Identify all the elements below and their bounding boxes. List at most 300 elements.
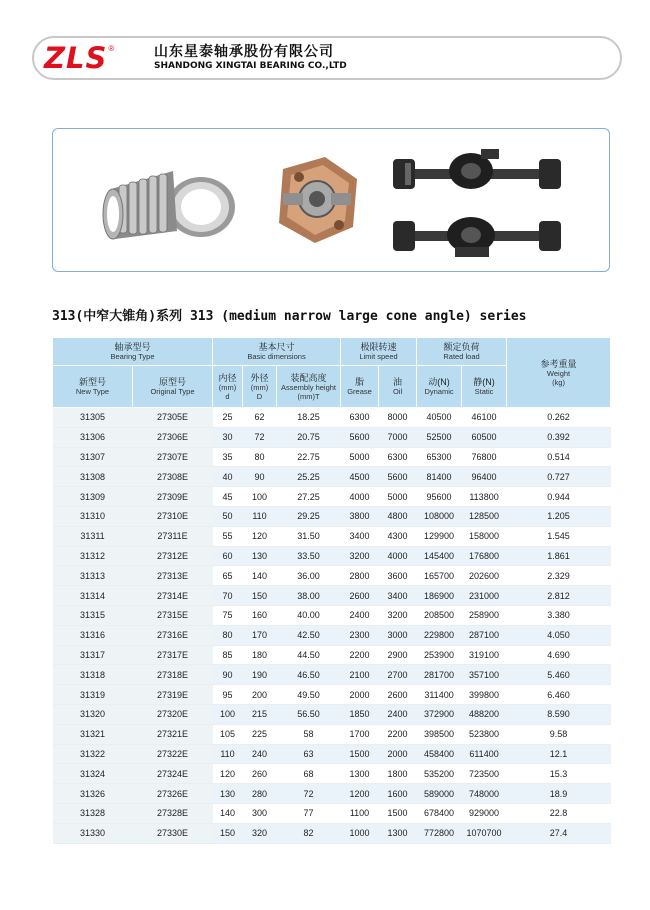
table-cell: 5600 <box>379 467 417 487</box>
table-cell: 0.514 <box>507 447 611 467</box>
table-cell: 27314E <box>133 586 213 606</box>
table-cell: 300 <box>243 803 277 823</box>
table-cell: 225 <box>243 724 277 744</box>
table-cell: 128500 <box>462 506 507 526</box>
table-cell: 96400 <box>462 467 507 487</box>
table-cell: 76800 <box>462 447 507 467</box>
table-cell: 186900 <box>417 586 462 606</box>
product-photo-panel <box>52 128 610 272</box>
company-name <box>154 44 347 73</box>
table-cell: 108000 <box>417 506 462 526</box>
table-row <box>53 408 611 428</box>
table-cell: 4000 <box>341 487 379 507</box>
table-cell: 260 <box>243 764 277 784</box>
table-cell: 27328E <box>133 803 213 823</box>
table-cell: 3400 <box>379 586 417 606</box>
table-cell: 27.25 <box>277 487 341 507</box>
differential-gear-photo <box>265 149 367 249</box>
table-cell: 129900 <box>417 526 462 546</box>
table-cell: 113800 <box>462 487 507 507</box>
table-cell: 31305 <box>53 408 133 428</box>
table-cell: 46100 <box>462 408 507 428</box>
table-cell: 229800 <box>417 625 462 645</box>
table-cell: 31322 <box>53 744 133 764</box>
table-cell: 110 <box>243 506 277 526</box>
table-cell: 3600 <box>379 566 417 586</box>
table-cell: 33.50 <box>277 546 341 566</box>
table-cell: 1300 <box>379 823 417 843</box>
zls-logo <box>44 38 114 78</box>
table-cell: 27317E <box>133 645 213 665</box>
table-cell: 8000 <box>379 408 417 428</box>
oil-cn: 油 <box>393 377 403 387</box>
table-cell: 202600 <box>462 566 507 586</box>
table-cell: 31324 <box>53 764 133 784</box>
table-row <box>53 427 611 447</box>
truck-axle-bottom-photo <box>391 207 563 263</box>
table-cell: 160 <box>243 605 277 625</box>
orig-type-en: Original Type <box>150 387 195 396</box>
table-cell: 27326E <box>133 784 213 804</box>
table-cell: 140 <box>213 803 243 823</box>
table-cell: 31307 <box>53 447 133 467</box>
table-cell: 0.262 <box>507 408 611 428</box>
dynamic-cn: 动(N) <box>428 377 450 387</box>
table-cell: 5.460 <box>507 665 611 685</box>
table-cell: 4500 <box>341 467 379 487</box>
table-cell: 100 <box>243 487 277 507</box>
table-cell: 130 <box>243 546 277 566</box>
table-cell: 38.00 <box>277 586 341 606</box>
original-type-header <box>133 366 213 408</box>
table-cell: 49.50 <box>277 685 341 705</box>
table-row <box>53 526 611 546</box>
table-cell: 100 <box>213 704 243 724</box>
table-cell: 1.545 <box>507 526 611 546</box>
table-cell: 27310E <box>133 506 213 526</box>
table-row <box>53 625 611 645</box>
oil-en: Oil <box>392 387 403 396</box>
table-row <box>53 823 611 843</box>
table-cell: 22.8 <box>507 803 611 823</box>
table-cell: 27330E <box>133 823 213 843</box>
table-cell: 589000 <box>417 784 462 804</box>
table-cell: 1300 <box>341 764 379 784</box>
table-cell: 3200 <box>341 546 379 566</box>
table-cell: 82 <box>277 823 341 843</box>
table-cell: 31312 <box>53 546 133 566</box>
table-cell: 46.50 <box>277 665 341 685</box>
outer-unit: (mm) <box>250 382 269 392</box>
table-cell: 27311E <box>133 526 213 546</box>
table-cell: 31315 <box>53 605 133 625</box>
table-cell: 0.727 <box>507 467 611 487</box>
assy-unit: (mm)T <box>297 391 320 401</box>
table-cell: 1000 <box>341 823 379 843</box>
table-cell: 4800 <box>379 506 417 526</box>
inner-cn: 内径 <box>218 372 237 383</box>
new-type-header <box>53 366 133 408</box>
table-cell: 929000 <box>462 803 507 823</box>
table-cell: 4.050 <box>507 625 611 645</box>
table-cell: 25.25 <box>277 467 341 487</box>
table-cell: 2300 <box>341 625 379 645</box>
table-cell: 31308 <box>53 467 133 487</box>
table-row <box>53 605 611 625</box>
limit-speed-header <box>341 338 417 366</box>
table-cell: 9.58 <box>507 724 611 744</box>
table-cell: 70 <box>213 586 243 606</box>
table-cell: 85 <box>213 645 243 665</box>
table-cell: 130 <box>213 784 243 804</box>
table-cell: 2200 <box>379 724 417 744</box>
table-row <box>53 487 611 507</box>
table-cell: 27306E <box>133 427 213 447</box>
table-cell: 31326 <box>53 784 133 804</box>
table-row <box>53 645 611 665</box>
table-cell: 231000 <box>462 586 507 606</box>
table-row <box>53 546 611 566</box>
table-cell: 200 <box>243 685 277 705</box>
table-cell: 1800 <box>379 764 417 784</box>
table-cell: 1.861 <box>507 546 611 566</box>
weight-unit: (kg) <box>552 377 565 387</box>
table-cell: 40.00 <box>277 605 341 625</box>
table-cell: 105 <box>213 724 243 744</box>
table-row <box>53 704 611 724</box>
table-cell: 120 <box>213 764 243 784</box>
basic-dimensions-header <box>213 338 341 366</box>
table-cell: 2400 <box>379 704 417 724</box>
table-cell: 62 <box>243 408 277 428</box>
table-cell: 31.50 <box>277 526 341 546</box>
table-cell: 158000 <box>462 526 507 546</box>
bearing-type-en: Bearing Type <box>110 352 155 361</box>
table-cell: 50 <box>213 506 243 526</box>
grease-en: Grease <box>347 387 372 396</box>
table-cell: 488200 <box>462 704 507 724</box>
table-cell: 31309 <box>53 487 133 507</box>
table-cell: 30 <box>213 427 243 447</box>
table-cell: 80 <box>243 447 277 467</box>
rated-load-cn: 额定负荷 <box>443 342 480 352</box>
table-cell: 3800 <box>341 506 379 526</box>
table-cell: 27322E <box>133 744 213 764</box>
table-cell: 523800 <box>462 724 507 744</box>
table-row <box>53 803 611 823</box>
assy-cn: 装配高度 <box>290 372 327 383</box>
dynamic-load-header <box>417 366 462 408</box>
table-cell: 31310 <box>53 506 133 526</box>
rated-load-en: Rated load <box>443 352 480 361</box>
new-type-cn: 新型号 <box>78 377 106 387</box>
company-name-en: SHANDONG XINGTAI BEARING CO.,LTD <box>154 61 347 71</box>
table-cell: 31317 <box>53 645 133 665</box>
table-cell: 27.4 <box>507 823 611 843</box>
table-cell: 3400 <box>341 526 379 546</box>
table-cell: 27305E <box>133 408 213 428</box>
logo-text: ZLS <box>44 41 108 75</box>
table-cell: 723500 <box>462 764 507 784</box>
table-cell: 3.380 <box>507 605 611 625</box>
table-cell: 1500 <box>341 744 379 764</box>
table-cell: 6.460 <box>507 685 611 705</box>
table-cell: 27316E <box>133 625 213 645</box>
table-cell: 5600 <box>341 427 379 447</box>
basic-dim-cn: 基本尺寸 <box>258 342 295 352</box>
table-cell: 3200 <box>379 605 417 625</box>
table-cell: 2600 <box>341 586 379 606</box>
table-cell: 42.50 <box>277 625 341 645</box>
table-cell: 4000 <box>379 546 417 566</box>
table-row <box>53 744 611 764</box>
table-cell: 27320E <box>133 704 213 724</box>
table-cell: 75 <box>213 605 243 625</box>
table-row <box>53 467 611 487</box>
table-cell: 65 <box>213 566 243 586</box>
table-cell: 2000 <box>341 685 379 705</box>
table-cell: 7000 <box>379 427 417 447</box>
table-cell: 399800 <box>462 685 507 705</box>
table-cell: 215 <box>243 704 277 724</box>
table-cell: 2100 <box>341 665 379 685</box>
table-cell: 258900 <box>462 605 507 625</box>
table-cell: 56.50 <box>277 704 341 724</box>
table-cell: 40500 <box>417 408 462 428</box>
table-cell: 280 <box>243 784 277 804</box>
table-cell: 35 <box>213 447 243 467</box>
table-cell: 45 <box>213 487 243 507</box>
table-cell: 27312E <box>133 546 213 566</box>
table-cell: 72 <box>277 784 341 804</box>
table-cell: 4300 <box>379 526 417 546</box>
grease-header <box>341 366 379 408</box>
table-cell: 180 <box>243 645 277 665</box>
table-cell: 2.329 <box>507 566 611 586</box>
rated-load-header <box>417 338 507 366</box>
tapered-roller-bearing-photo <box>91 159 241 251</box>
table-cell: 398500 <box>417 724 462 744</box>
outer-diameter-header <box>243 366 277 408</box>
table-cell: 31313 <box>53 566 133 586</box>
assy-en: Assembly height <box>280 382 337 392</box>
table-cell: 357100 <box>462 665 507 685</box>
table-cell: 27324E <box>133 764 213 784</box>
table-cell: 31330 <box>53 823 133 843</box>
table-row <box>53 764 611 784</box>
table-cell: 2900 <box>379 645 417 665</box>
table-cell: 8.590 <box>507 704 611 724</box>
company-name-cn: 山东星泰轴承股份有限公司 <box>154 44 334 60</box>
table-cell: 31321 <box>53 724 133 744</box>
table-cell: 1200 <box>341 784 379 804</box>
table-cell: 253900 <box>417 645 462 665</box>
table-cell: 2700 <box>379 665 417 685</box>
limit-speed-cn: 极限转速 <box>360 342 397 352</box>
table-cell: 320 <box>243 823 277 843</box>
table-cell: 18.25 <box>277 408 341 428</box>
table-cell: 0.944 <box>507 487 611 507</box>
table-cell: 140 <box>243 566 277 586</box>
inner-unit: (mm) <box>218 382 237 392</box>
table-row <box>53 665 611 685</box>
table-cell: 0.392 <box>507 427 611 447</box>
table-cell: 60500 <box>462 427 507 447</box>
table-row <box>53 724 611 744</box>
table-cell: 2200 <box>341 645 379 665</box>
table-cell: 90 <box>213 665 243 685</box>
table-cell: 1070700 <box>462 823 507 843</box>
table-row <box>53 784 611 804</box>
table-cell: 176800 <box>462 546 507 566</box>
table-cell: 58 <box>277 724 341 744</box>
table-cell: 535200 <box>417 764 462 784</box>
table-cell: 27315E <box>133 605 213 625</box>
table-cell: 1.205 <box>507 506 611 526</box>
table-cell: 77 <box>277 803 341 823</box>
table-cell: 63 <box>277 744 341 764</box>
table-cell: 27313E <box>133 566 213 586</box>
table-cell: 44.50 <box>277 645 341 665</box>
table-cell: 55 <box>213 526 243 546</box>
table-cell: 25 <box>213 408 243 428</box>
table-cell: 2000 <box>379 744 417 764</box>
table-cell: 18.9 <box>507 784 611 804</box>
table-cell: 2400 <box>341 605 379 625</box>
table-cell: 31318 <box>53 665 133 685</box>
table-cell: 1600 <box>379 784 417 804</box>
basic-dim-en: Basic dimensions <box>247 352 306 361</box>
assembly-height-header <box>277 366 341 408</box>
table-cell: 150 <box>213 823 243 843</box>
table-cell: 52500 <box>417 427 462 447</box>
table-cell: 60 <box>213 546 243 566</box>
table-cell: 22.75 <box>277 447 341 467</box>
bearing-type-cn: 轴承型号 <box>114 342 151 352</box>
table-cell: 29.25 <box>277 506 341 526</box>
table-cell: 5000 <box>341 447 379 467</box>
table-cell: 31306 <box>53 427 133 447</box>
new-type-en: New Type <box>75 387 110 396</box>
bearing-spec-table <box>52 337 611 844</box>
table-cell: 611400 <box>462 744 507 764</box>
table-cell: 72 <box>243 427 277 447</box>
table-cell: 1100 <box>341 803 379 823</box>
table-cell: 2.812 <box>507 586 611 606</box>
table-cell: 65300 <box>417 447 462 467</box>
table-cell: 2800 <box>341 566 379 586</box>
grease-cn: 脂 <box>355 377 365 387</box>
static-cn: 静(N) <box>473 377 495 387</box>
table-cell: 95 <box>213 685 243 705</box>
table-cell: 170 <box>243 625 277 645</box>
bearing-type-header <box>53 338 213 366</box>
table-cell: 678400 <box>417 803 462 823</box>
table-cell: 27309E <box>133 487 213 507</box>
table-cell: 27307E <box>133 447 213 467</box>
table-cell: 110 <box>213 744 243 764</box>
table-cell: 1500 <box>379 803 417 823</box>
table-cell: 31320 <box>53 704 133 724</box>
table-cell: 27308E <box>133 467 213 487</box>
table-cell: 772800 <box>417 823 462 843</box>
table-cell: 40 <box>213 467 243 487</box>
table-cell: 27318E <box>133 665 213 685</box>
table-cell: 748000 <box>462 784 507 804</box>
table-cell: 165700 <box>417 566 462 586</box>
truck-axle-top-photo <box>391 143 563 199</box>
table-cell: 281700 <box>417 665 462 685</box>
table-cell: 458400 <box>417 744 462 764</box>
table-cell: 12.1 <box>507 744 611 764</box>
table-cell: 145400 <box>417 546 462 566</box>
table-cell: 27319E <box>133 685 213 705</box>
table-cell: 150 <box>243 586 277 606</box>
table-cell: 80 <box>213 625 243 645</box>
static-en: Static <box>474 387 494 396</box>
registered-mark: ® <box>108 44 115 53</box>
table-cell: 31314 <box>53 586 133 606</box>
dynamic-en: Dynamic <box>424 387 454 396</box>
table-cell: 190 <box>243 665 277 685</box>
table-cell: 3000 <box>379 625 417 645</box>
table-row <box>53 685 611 705</box>
table-cell: 2600 <box>379 685 417 705</box>
table-cell: 90 <box>243 467 277 487</box>
outer-sym: D <box>256 391 263 401</box>
weight-header <box>507 338 611 408</box>
table-cell: 372900 <box>417 704 462 724</box>
series-title: 313(中窄大锥角)系列 313 (medium narrow large cone angle) series <box>52 309 527 324</box>
table-cell: 31316 <box>53 625 133 645</box>
table-body <box>53 408 611 844</box>
weight-cn: 参考重量 <box>540 358 577 369</box>
oil-header <box>379 366 417 408</box>
table-cell: 208500 <box>417 605 462 625</box>
weight-en: Weight <box>546 368 571 378</box>
inner-sym: d <box>225 391 230 401</box>
table-cell: 287100 <box>462 625 507 645</box>
table-cell: 311400 <box>417 685 462 705</box>
table-cell: 5000 <box>379 487 417 507</box>
table-row <box>53 506 611 526</box>
table-cell: 6300 <box>341 408 379 428</box>
table-cell: 319100 <box>462 645 507 665</box>
table-cell: 36.00 <box>277 566 341 586</box>
static-load-header <box>462 366 507 408</box>
orig-type-cn: 原型号 <box>158 377 186 387</box>
table-cell: 1700 <box>341 724 379 744</box>
table-cell: 6300 <box>379 447 417 467</box>
table-cell: 4.690 <box>507 645 611 665</box>
table-cell: 81400 <box>417 467 462 487</box>
table-cell: 120 <box>243 526 277 546</box>
table-row <box>53 447 611 467</box>
inner-diameter-header <box>213 366 243 408</box>
table-row <box>53 586 611 606</box>
table-cell: 27321E <box>133 724 213 744</box>
table-cell: 31311 <box>53 526 133 546</box>
outer-cn: 外径 <box>250 372 269 383</box>
table-cell: 31328 <box>53 803 133 823</box>
table-row <box>53 566 611 586</box>
limit-speed-en: Limit speed <box>359 352 398 361</box>
table-cell: 15.3 <box>507 764 611 784</box>
table-cell: 240 <box>243 744 277 764</box>
table-cell: 68 <box>277 764 341 784</box>
table-cell: 1850 <box>341 704 379 724</box>
table-cell: 31319 <box>53 685 133 705</box>
